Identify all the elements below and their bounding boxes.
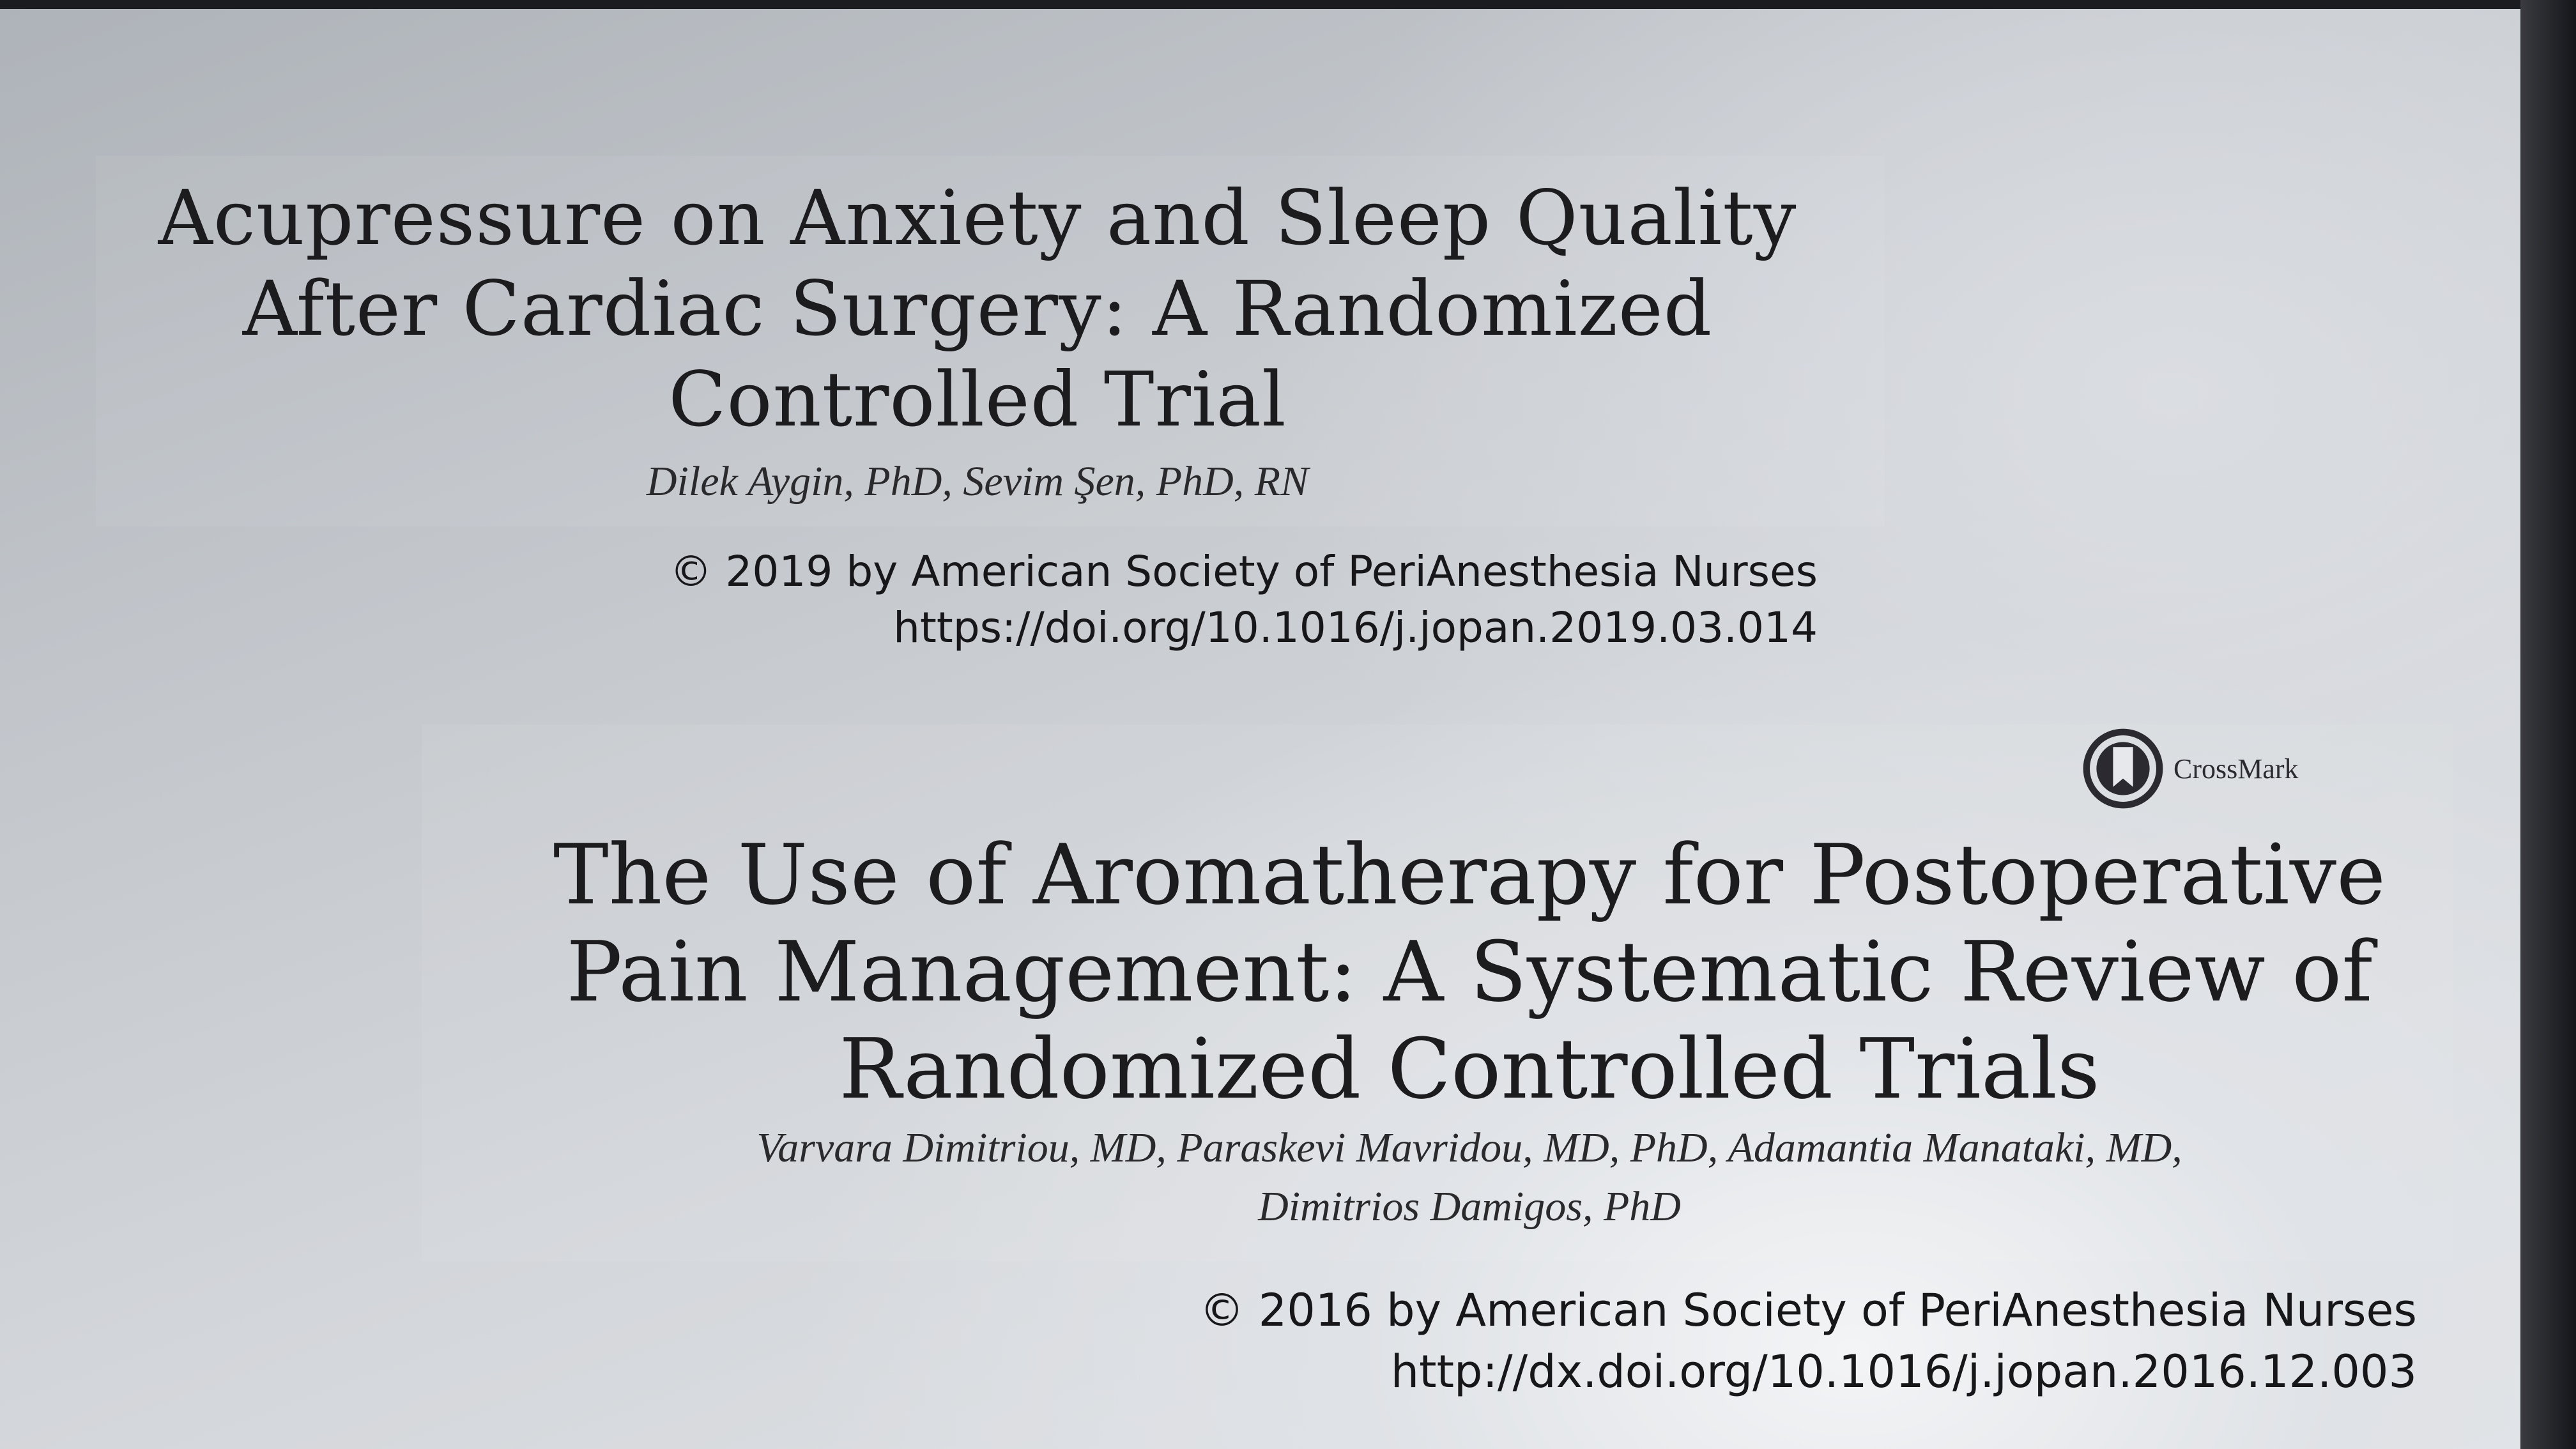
article-1-title-line: Controlled Trial [668,355,1287,443]
article-1-authors: Dilek Aygin, PhD, Sevim Şen, PhD, RN [646,458,1309,505]
article-2-title-line: Randomized Controlled Trials [839,1020,2100,1117]
article-2-title-line: Pain Management: A Systematic Review of [566,923,2373,1020]
article-2-doi: http://dx.doi.org/10.1016/j.jopan.2016.12.003 [1390,1346,2417,1398]
projection-screen [0,9,2520,1449]
article-2-authors [486,1124,2453,1245]
article-1-doi: https://doi.org/10.1016/j.jopan.2019.03.014 [893,603,1818,652]
crossmark-label: CrossMark [2174,753,2299,785]
article-1-title-line: After Cardiac Surgery: A Randomized [242,264,1713,353]
screen-bezel [2520,0,2576,1449]
article-2-title-line: The Use of Aromatherapy for Postoperative [553,826,2386,923]
article-1-title [115,174,1840,452]
article-2-authors-line: Varvara Dimitriou, MD, Paraskevi Mavridou, MD, PhD, Adamantia Manataki, MD, [756,1124,2182,1171]
article-1-citation [670,547,1818,663]
article-2-citation [1199,1284,2417,1411]
crossmark-icon [2082,727,2165,810]
article-1-copyright: © 2019 by American Society of PeriAnesthesia Nurses [670,547,1818,596]
article-1-title-line: Acupressure on Anxiety and Sleep Quality [158,174,1797,262]
article-2-copyright: © 2016 by American Society of PeriAnesthesia Nurses [1199,1284,2417,1337]
article-2-authors-line: Dimitrios Damigos, PhD [1258,1183,1681,1230]
crossmark-badge [2082,727,2324,810]
article-2-title [486,826,2453,1124]
